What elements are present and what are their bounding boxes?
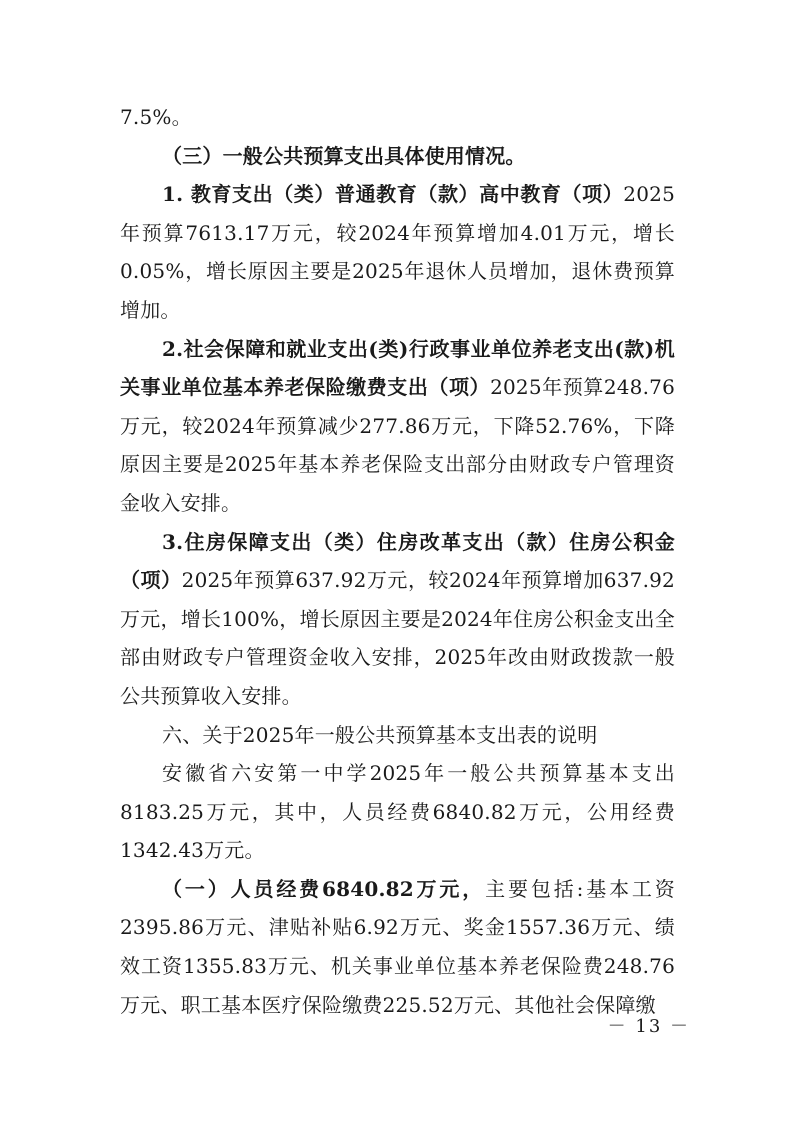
- social-security-item-title: 2.社会保障和就业支出(类)行政事业单位养老支出(款)机关事业单位基本养老保险缴费支出（项）: [120, 336, 675, 400]
- education-item-title: 1. 教育支出（类）普通教育（款）高中教育（项）: [162, 182, 624, 207]
- personnel-costs-text: 主要包括:基本工资2395.86万元、津贴补贴6.92万元、奖金1557.36万元、绩效工资1355.83万元、机关事业单位基本养老保险费248.76万元、职工基本医疗保险缴费225.52万元、其他社会保障缴: [120, 876, 675, 1017]
- section-heading-6: [120, 716, 675, 755]
- page-number: － 13 －: [607, 1016, 690, 1037]
- paragraph-continuation: [120, 98, 675, 137]
- paragraph-basic-expenditure: [120, 754, 675, 870]
- paragraph-social-security: [120, 330, 675, 523]
- personnel-costs-title: （一）人员经费6840.82万元，: [162, 876, 486, 901]
- continuation-text: 7.5%。: [120, 105, 192, 129]
- paragraph-education: [120, 175, 675, 329]
- body-text: [120, 98, 675, 1024]
- section-heading-6-text: 六、关于2025年一般公共预算基本支出表的说明: [162, 722, 598, 747]
- education-item-text: 2025年预算7613.17万元，较2024年预算增加4.01万元，增长0.05%，增长原因主要是2025年退休人员增加，退休费预算增加。: [120, 182, 675, 322]
- paragraph-housing: [120, 523, 675, 716]
- section-heading-3: [120, 137, 675, 176]
- housing-item-text: 2025年预算637.92万元，较2024年预算增加637.92万元，增长100%，增长原因主要是2024年住房公积金支出全部由财政专户管理资金收入安排，2025年改由财政拨款一般公共预算收入安排。: [120, 568, 675, 708]
- basic-expenditure-text: 安徽省六安第一中学2025年一般公共预算基本支出8183.25万元，其中，人员经费6840.82万元，公用经费1342.43万元。: [120, 761, 675, 863]
- section-heading-3-text: （三）一般公共预算支出具体使用情况。: [162, 143, 526, 168]
- housing-item-title: 3.住房保障支出（类）住房改革支出（款）住房公积金（项）: [120, 529, 675, 593]
- social-security-item-text: 2025年预算248.76万元，较2024年预算减少277.86万元，下降52.76%，下降原因主要是2025年基本养老保险支出部分由财政专户管理资金收入安排。: [120, 375, 675, 515]
- paragraph-personnel-costs: [120, 870, 675, 1024]
